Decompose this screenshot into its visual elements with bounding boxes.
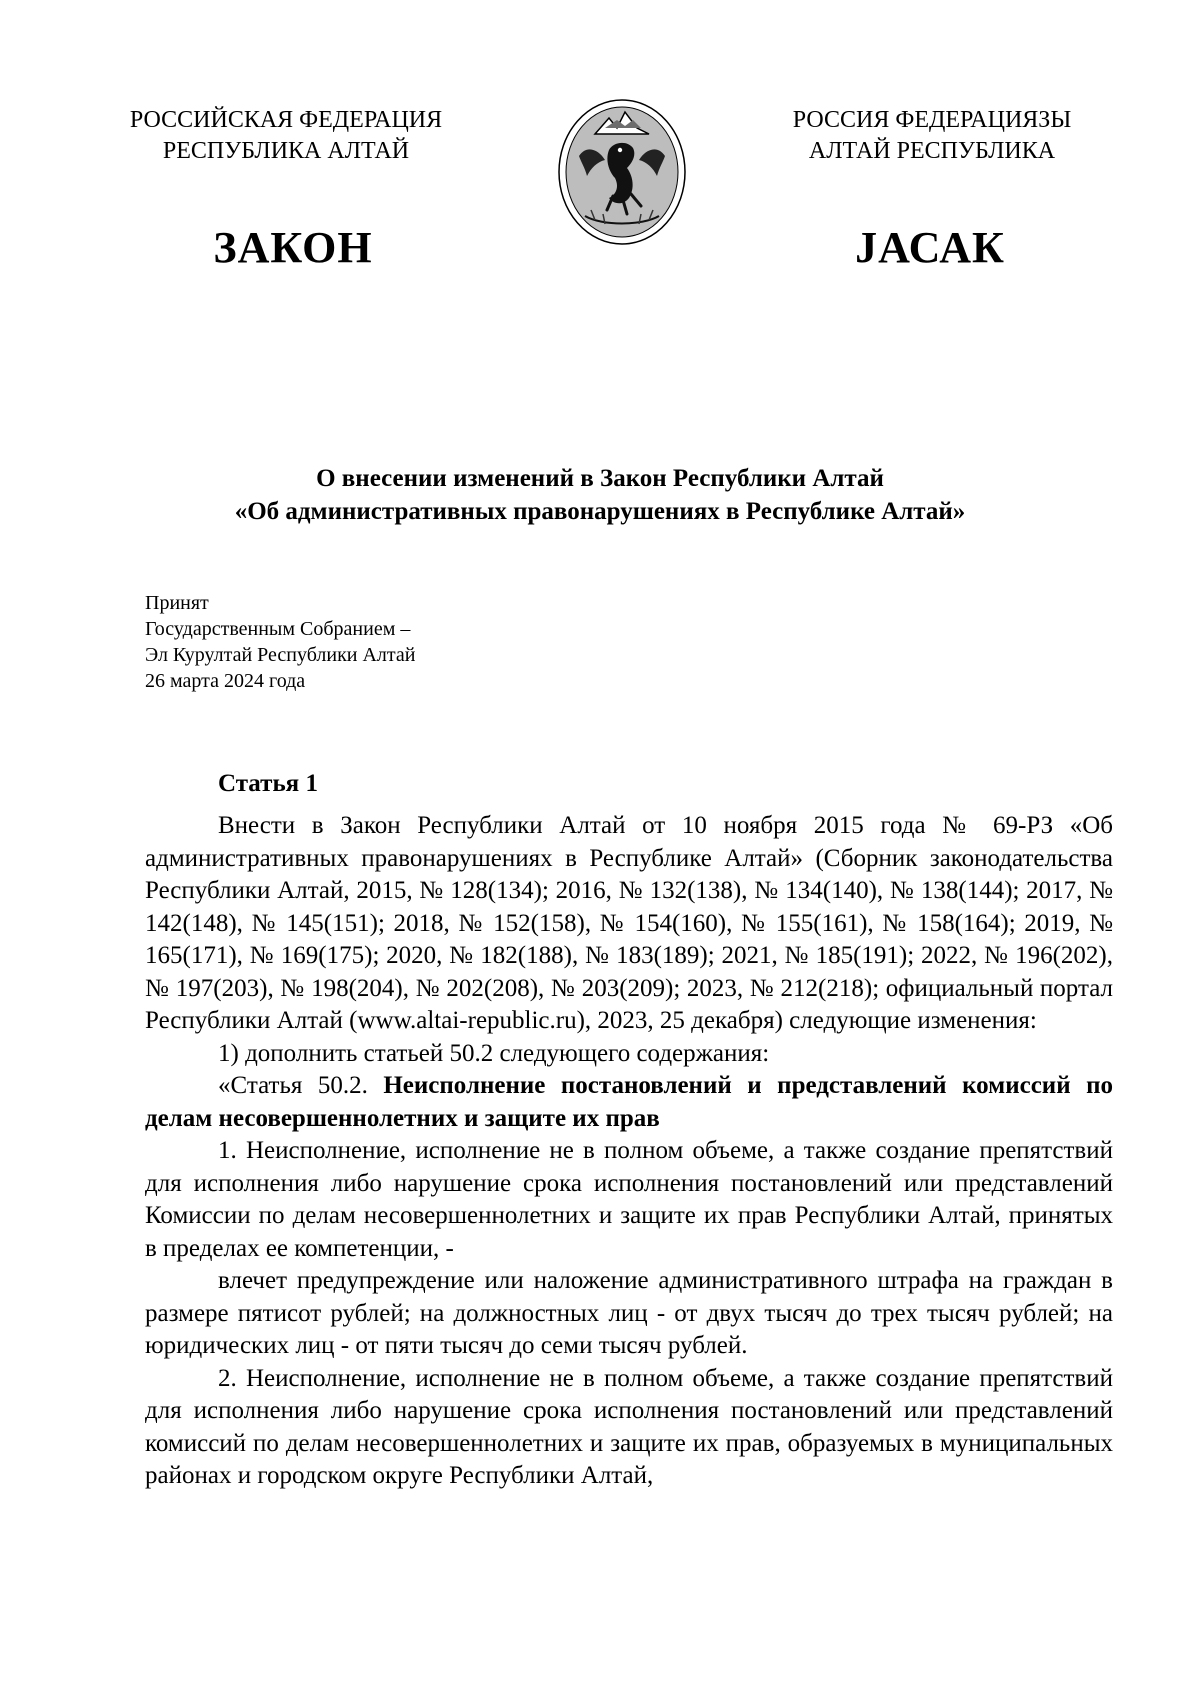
article-paragraph-1: 1. Неисполнение, исполнение не в полном объеме, а также создание препятствий для исполнения либо нарушение срока исполнения постановлений или представлений Комиссии по делам несовершеннолетних и защите их прав Республики Алтай, принятых в пределах ее компетенции, - (145, 1137, 1113, 1262)
article-body (145, 810, 1113, 1493)
adopted-line3: Эл Курултай Республики Алтай (145, 644, 416, 666)
title-line1: О внесении изменений в Закон Республики Алтай (316, 465, 884, 492)
article-item1: 1) дополнить статьей 50.2 следующего содержания: (218, 1039, 770, 1067)
new-article-title: Неисполнение постановлений и представлений комиссий по делам несовершеннолетних и защите их прав (145, 1072, 1113, 1132)
title-line2: «Об административных правонарушениях в Республике Алтай» (234, 498, 966, 525)
header-left-line2: РЕСПУБЛИКА АЛТАЙ (162, 138, 410, 164)
adoption-block (145, 590, 565, 694)
law-label-altai: JАСАК (855, 223, 1005, 272)
article-intro: Внести в Закон Республики Алтай от 10 ноября 2015 года № 69-РЗ «Об административных правонарушениях в Республике Алтай» (Сборник законодательства Республики Алтай, 2015, № 128(134); 2016, № 132(138), № 134(140), № 138(144); 2017, № 142(148), № 145(151); 2018, № 152(158), № 154(160), № 155(161), № 158(164); 2019, № 165(171), № 169(175); 2020, № 182(188), № 183(189); 2021, № 185(191); 2022, № 196(202), № 197(203), № 198(204), № 202(208), № 203(209); 2023, № 212(218); официальный портал Республики Алтай (www.altai-republic.ru), 2023, 25 декабря) следующие изменения: (145, 812, 1113, 1034)
adopted-date: 26 марта 2024 года (145, 670, 306, 692)
article-paragraph-1-penalty: влечет предупреждение или наложение административного штрафа на граждан в размере пятисот рублей; на должностных лиц - от двух тысяч до трех тысяч рублей; на юридических лиц - от пяти тысяч до семи тысяч рублей. (145, 1267, 1113, 1359)
header-right-line2: АЛТАЙ РЕСПУБЛИКА (808, 138, 1056, 164)
document-title (120, 462, 1080, 528)
coat-of-arms-icon (557, 98, 687, 246)
header-left (96, 105, 476, 167)
adopted-line1: Принят (145, 592, 209, 614)
new-article-heading (145, 1070, 1113, 1135)
header-right-line1: РОССИЯ ФЕДЕРАЦИЯЗЫ (792, 107, 1072, 133)
header-left-line1: РОССИЙСКАЯ ФЕДЕРАЦИЯ (129, 107, 443, 133)
article-heading: Статья 1 (218, 770, 318, 797)
article-paragraph-2: 2. Неисполнение, исполнение не в полном объеме, а также создание препятствий для исполнения либо нарушение срока исполнения постановлений или представлений комиссий по делам несовершеннолетних и защите их прав, образуемых в муниципальных районах и городском округе Республики Алтай, (145, 1364, 1113, 1489)
new-article-prefix: «Статья 50.2. (218, 1072, 368, 1099)
law-label-russian: ЗАКОН (213, 223, 373, 272)
header-right (752, 105, 1112, 167)
adopted-line2: Государственным Собранием – (145, 618, 411, 640)
